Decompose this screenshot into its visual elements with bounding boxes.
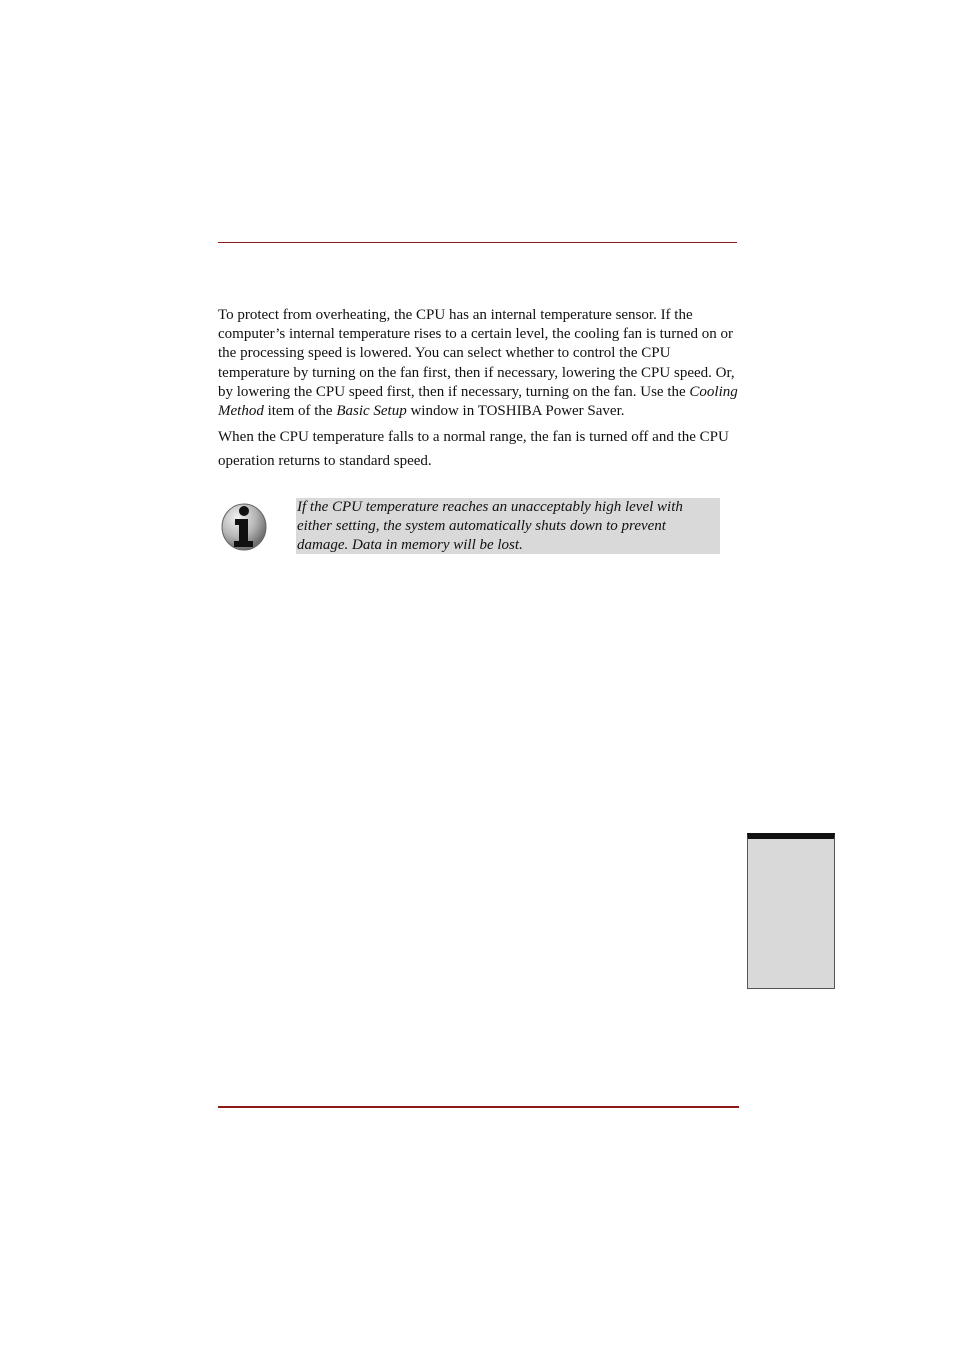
footer-rule bbox=[218, 1106, 739, 1108]
header-rule bbox=[218, 242, 737, 243]
note-text: If the CPU temperature reaches an unacceptably high level with either setting, the system automatically shuts down to prevent damage. Data in memory will be lost. bbox=[297, 499, 683, 554]
info-icon bbox=[220, 500, 268, 552]
note-box bbox=[296, 498, 720, 554]
body-text bbox=[218, 306, 738, 473]
paragraph-normal-range: When the CPU temperature falls to a normal range, the fan is turned off and the CPU operation returns to standard speed. bbox=[218, 429, 729, 470]
chapter-tab bbox=[747, 833, 835, 989]
basic-setup-term: Basic Setup bbox=[336, 403, 407, 420]
paragraph-overheating bbox=[218, 306, 738, 421]
cooling-method-term: Cooling Method bbox=[218, 383, 738, 420]
paragraph-text: To protect from overheating, the CPU has an internal temperature sensor. If the computer’s internal temperature rises to a certain level, the cooling fan is turned on or the processing speed is lowered. You can select whether to control the CPU temperature by turning on the fan first, then if necessary, lowering the CPU speed. Or, by lowering the CPU speed first, then if necessary, turning on the fan. Use the bbox=[218, 307, 735, 400]
paragraph-text: item of the bbox=[263, 403, 337, 420]
paragraph-text: window in TOSHIBA Power Saver. bbox=[406, 403, 625, 420]
